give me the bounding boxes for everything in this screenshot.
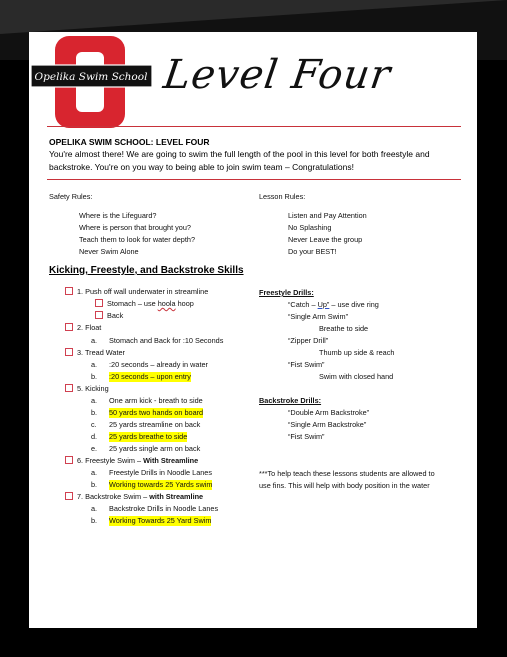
skill-1: 1. Push off wall underwater in streamline [65, 287, 208, 297]
doc-heading: OPELIKA SWIM SCHOOL: LEVEL FOUR [49, 137, 210, 147]
checkbox[interactable] [95, 299, 103, 307]
lesson-rule: Listen and Pay Attention [288, 211, 367, 220]
skill-7a-letter: a. [91, 504, 98, 513]
logo-banner-text: Opelika Swim School [34, 71, 148, 83]
checkbox[interactable] [65, 287, 73, 295]
safety-rule: Where is the Lifeguard? [79, 211, 157, 220]
skill-7b-letter: b. [91, 516, 98, 525]
lesson-rule: Never Leave the group [288, 235, 363, 244]
skill-6b-letter: b. [91, 480, 98, 489]
backstroke-drill: “Single Arm Backstroke” [288, 420, 367, 429]
skill-5a-letter: a. [91, 396, 98, 405]
skill-5b-letter: b. [91, 408, 98, 417]
top-divider [47, 126, 461, 127]
checkbox[interactable] [65, 323, 73, 331]
skill-1b: Back [95, 311, 123, 321]
checkbox[interactable] [65, 348, 73, 356]
skill-6: 6. Freestyle Swim – With Streamline [65, 456, 198, 466]
skill-3: 3. Tread Water [65, 348, 125, 358]
skill-7: 7. Backstroke Swim – with Streamline [65, 492, 203, 502]
skill-6a-letter: a. [91, 468, 98, 477]
skill-6b-text: Working towards 25 Yards swim [109, 480, 213, 489]
skill-1a: Stomach – use hoola hoop [95, 299, 194, 309]
freestyle-drill-3: “Zipper Drill” [288, 336, 329, 345]
lesson-rule: No Splashing [288, 223, 332, 232]
safety-rule: Teach them to look for water depth? [79, 235, 196, 244]
lesson-rules-label: Lesson Rules: [259, 192, 306, 201]
skill-3a-letter: a. [91, 360, 98, 369]
freestyle-drill-2: “Single Arm Swim” [288, 312, 349, 321]
skill-2a: a. [91, 336, 98, 345]
school-logo [29, 32, 154, 128]
skill-5b-text: 50 yards two hands on board [109, 408, 204, 417]
skill-7b-text: Working Towards 25 Yard Swim [109, 516, 212, 525]
skill-2: 2. Float [65, 323, 101, 333]
checkbox[interactable] [95, 311, 103, 319]
checkbox[interactable] [65, 492, 73, 500]
skill-3b-text: :20 seconds – upon entry [109, 372, 191, 381]
skill-6a-text: Freestyle Drills in Noodle Lanes [109, 468, 213, 477]
skill-2a-text: Stomach and Back for :10 Seconds [109, 336, 224, 345]
skill-5d-text: 25 yards breathe to side [109, 432, 188, 441]
freestyle-drill-3-note: Thumb up side & reach [319, 348, 395, 357]
skills-heading: Kicking, Freestyle, and Backstroke Skills [49, 265, 244, 276]
skill-3b-letter: b. [91, 372, 98, 381]
backstroke-drills-label: Backstroke Drills: [259, 396, 322, 405]
freestyle-drills-label: Freestyle Drills: [259, 288, 314, 297]
fins-note: ***To help teach these lessons students are allowed to use fins. This will help with body position in the water [259, 469, 435, 490]
safety-rules-label: Safety Rules: [49, 192, 93, 201]
level-title: Level Four [160, 52, 394, 98]
backstroke-drill: “Double Arm Backstroke” [288, 408, 370, 417]
freestyle-drill-2-note: Breathe to side [319, 324, 369, 333]
document-page [29, 32, 477, 628]
skill-5a-text: One arm kick - breath to side [109, 396, 203, 405]
intro-text: You're almost there! We are going to swim the full length of the pool in this level for both freestyle and backstroke. You're on you way to being able to join swim team – Congratulations! [49, 149, 430, 172]
backstroke-drill: “Fist Swim” [288, 432, 325, 441]
skill-5d-letter: d. [91, 432, 98, 441]
skill-5: 5. Kicking [65, 384, 109, 394]
skill-7a-text: Backstroke Drills in Noodle Lanes [109, 504, 219, 513]
background-stripe [0, 0, 507, 34]
freestyle-drill-4-note: Swim with closed hand [319, 372, 394, 381]
skill-5c-letter: c. [91, 420, 97, 429]
safety-rule: Never Swim Alone [79, 247, 139, 256]
bottom-divider [47, 179, 461, 180]
checkbox[interactable] [65, 384, 73, 392]
freestyle-drill-1: “Catch – Up” – use dive ring [288, 300, 379, 309]
lesson-rule: Do your BEST! [288, 247, 337, 256]
freestyle-drill-4: “Fist Swim” [288, 360, 325, 369]
skill-5c-text: 25 yards streamline on back [109, 420, 201, 429]
skill-5e-text: 25 yards single arm on back [109, 444, 201, 453]
skill-5e-letter: e. [91, 444, 98, 453]
checkbox[interactable] [65, 456, 73, 464]
skill-3a-text: :20 seconds – already in water [109, 360, 208, 369]
safety-rule: Where is person that brought you? [79, 223, 191, 232]
